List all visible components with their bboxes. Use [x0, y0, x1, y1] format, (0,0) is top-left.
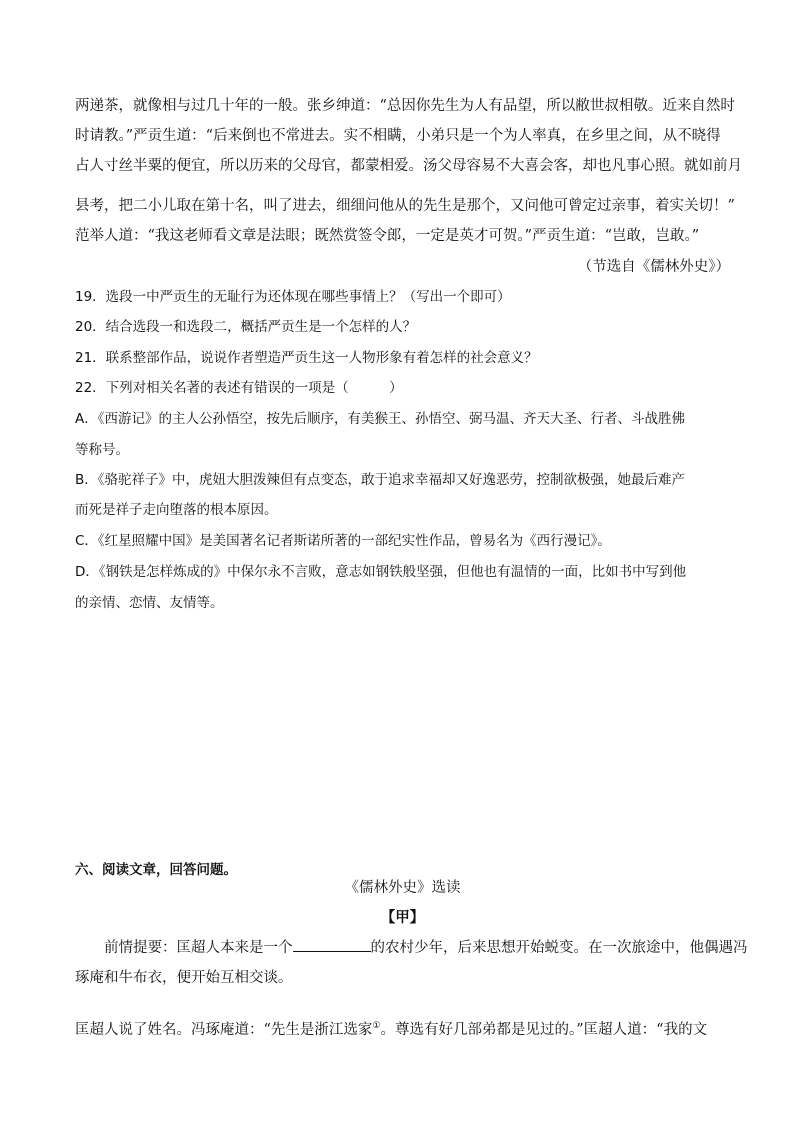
fill-in-blank [293, 937, 371, 952]
passage-line: 县考，把二小儿取在第十名，叫了进去，细细问他从的先生是那个，又问他可曾定过亲事，着实关切！” [75, 198, 735, 214]
passage-line: 两递茶，就像相与过几十年的一般。张乡绅道：“总因你先生为人有品望，所以敝世叔相敬。近来自然时 [75, 98, 735, 114]
question-21: 21．联系整部作品，说说作者塑造严贡生这一人物形象有着怎样的社会意义？ [75, 350, 538, 366]
intro-line [75, 937, 748, 958]
question-19: 19．选段一中严贡生的无耻行为还体现在哪些事情上？（写出一个即可） [75, 289, 511, 305]
option-a-continued: 等称号。 [75, 442, 129, 458]
intro-line-2: 琢庵和牛布衣，便开始互相交谈。 [75, 970, 293, 986]
intro-text-continued: 的农村少年，后来思想开始蜕变。在一次旅途中，他偶遇冯 [370, 940, 748, 956]
intro-text: 前情提要：匡超人本来是一个 [104, 940, 293, 956]
footnote-marker: ① [372, 1021, 381, 1031]
passage-line: 时请教。”严贡生道：“后来倒也不常进去。实不相瞒，小弟只是一个为人率真，在乡里之间，从不晓得 [75, 128, 721, 144]
article-title: 《儒林外史》选读 [344, 880, 461, 896]
option-b: B．《骆驼祥子》中，虎妞大胆泼辣但有点变态，敢于追求幸福却又好逸恶劳，控制欲极强，她最后难产 [75, 472, 686, 488]
option-c: C．《红星照耀中国》是美国著名记者斯诺所著的一部纪实性作品，曾易名为《西行漫记》。 [75, 533, 611, 549]
option-a: A．《西游记》的主人公孙悟空，按先后顺序，有美猴王、孙悟空、弼马温、齐天大圣、行者、斗战胜佛 [75, 411, 685, 427]
part-label: 【甲】 [380, 909, 425, 926]
passage-line: 占人寸丝半粟的便宜，所以历来的父母官，都蒙相爱。汤父母容易不大喜会客，却也凡事心照。就如前月 [75, 158, 742, 174]
question-20: 20．结合选段一和选段二，概括严贡生是一个怎样的人？ [75, 319, 417, 335]
option-d-continued: 的亲情、恋情、友情等。 [75, 595, 224, 611]
passage-last-line [75, 1016, 730, 1040]
option-b-continued: 而死是祥子走向堕落的根本原因。 [75, 502, 278, 518]
source-note: （节选自《儒林外史》） [577, 259, 730, 275]
passage-text: 匡超人说了姓名。冯琢庵道：“先生是浙江选家 [75, 1021, 373, 1038]
question-22: 22．下列对相关名著的表述有错误的一项是（ ） [75, 380, 403, 396]
option-d: D．《钢铁是怎样炼成的》中保尔永不言败，意志如钢铁般坚强，但他也有温情的一面，比如书中写到他 [75, 564, 687, 580]
passage-line: 范举人道：“我这老师看文章是法眼；既然赏签令郎，一定是英才可贺。”严贡生道：“岂敢，岂敢。” [75, 228, 700, 244]
passage-text-continued: 。尊选有好几部弟都是见过的。”匡超人道：“我的文 [380, 1021, 708, 1038]
section-title: 六、阅读文章，回答问题。 [75, 862, 237, 878]
